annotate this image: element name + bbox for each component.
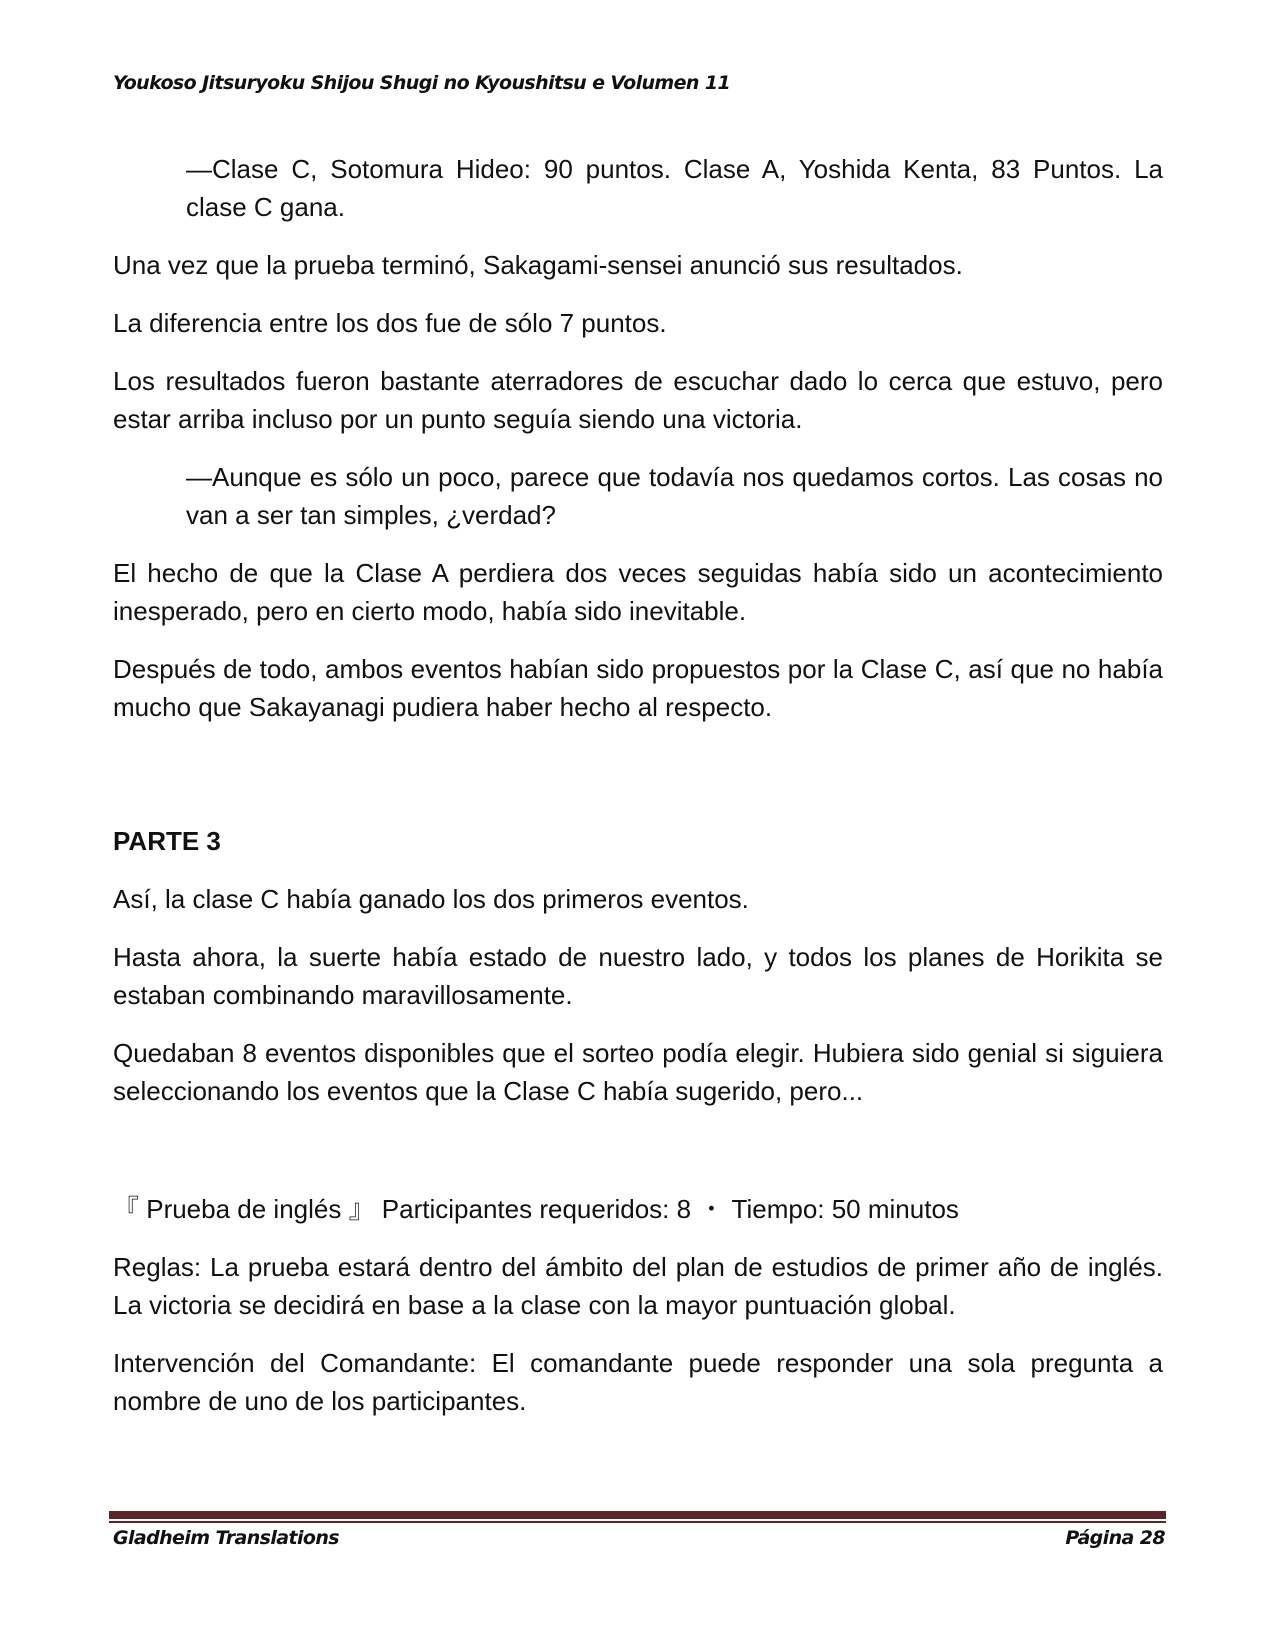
paragraph: Quedaban 8 eventos disponibles que el sorteo podía elegir. Hubiera sido genial si siguiera seleccionando los eventos que la Clase C había sugerido, pero... (113, 1038, 1163, 1106)
paragraph: Una vez que la prueba terminó, Sakagami-sensei anunció sus resultados. (113, 250, 963, 280)
footer-divider-thin (109, 1521, 1166, 1523)
dialogue-quote: —Aunque es sólo un poco, parece que todavía nos quedamos cortos. Las cosas no van a ser tan simples, ¿verdad? (186, 462, 1163, 530)
paragraph: La diferencia entre los dos fue de sólo 7 puntos. (113, 308, 667, 338)
running-header: Youkoso Jitsuryoku Shijou Shugi no Kyoushitsu e Volumen 11 (113, 72, 731, 94)
paragraph: Después de todo, ambos eventos habían sido propuestos por la Clase C, así que no había mucho que Sakayanagi pudiera haber hecho al respecto. (113, 654, 1163, 722)
section-heading: PARTE 3 (113, 826, 221, 856)
page-number: Página 28 (1065, 1527, 1165, 1549)
section-spacer (113, 746, 1163, 822)
footer-credit: Gladheim Translations (113, 1527, 339, 1549)
dialogue-quote: —Clase C, Sotomura Hideo: 90 puntos. Clase A, Yoshida Kenta, 83 Puntos. La clase C gana. (186, 154, 1163, 222)
event-rules: Reglas: La prueba estará dentro del ámbito del plan de estudios de primer año de inglés. La victoria se decidirá en base a la clase con la mayor puntuación global. (113, 1252, 1163, 1320)
section-spacer (113, 1130, 1163, 1190)
event-title-line: 『 Prueba de inglés 』 Participantes requeridos: 8 ・ Tiempo: 50 minutos (113, 1194, 959, 1224)
paragraph: Hasta ahora, la suerte había estado de nuestro lado, y todos los planes de Horikita se estaban combinando maravillosamente. (113, 942, 1163, 1010)
paragraph: Los resultados fueron bastante aterradores de escuchar dado lo cerca que estuvo, pero estar arriba incluso por un punto seguía siendo una victoria. (113, 366, 1163, 434)
page-body (113, 150, 1163, 1440)
paragraph: El hecho de que la Clase A perdiera dos veces seguidas había sido un acontecimiento inesperado, pero en cierto modo, había sido inevitable. (113, 558, 1163, 626)
footer-divider (109, 1511, 1166, 1519)
event-commander-intervention: Intervención del Comandante: El comandante puede responder una sola pregunta a nombre de uno de los participantes. (113, 1348, 1163, 1416)
paragraph: Así, la clase C había ganado los dos primeros eventos. (113, 884, 749, 914)
